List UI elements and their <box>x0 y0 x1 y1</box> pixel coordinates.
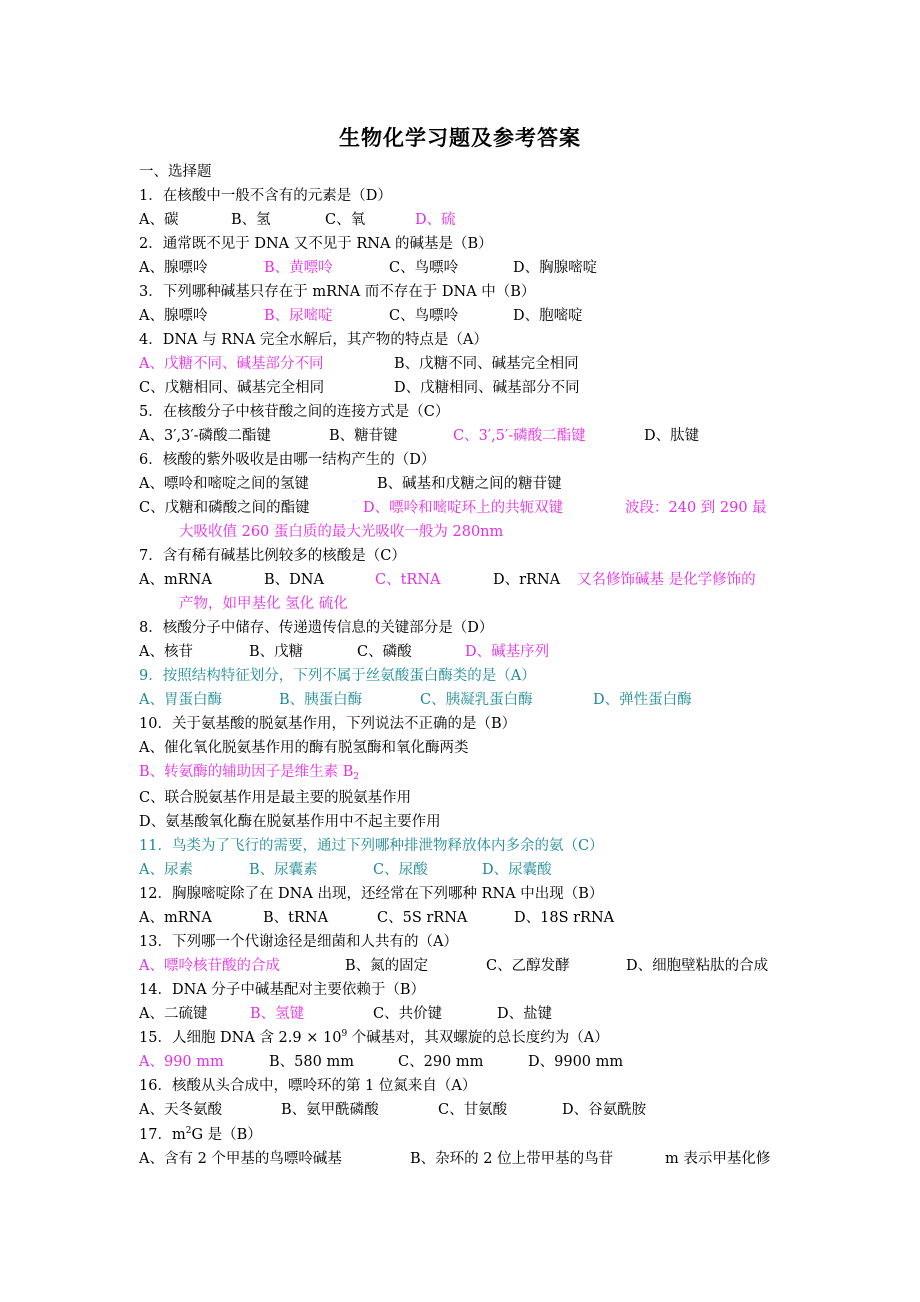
q17-stem-superscript: 2 <box>185 1126 192 1136</box>
question-7-options <box>139 568 809 592</box>
question-16-stem: 16．核酸从头合成中，嘌呤环的第 1 位氮来自（A） <box>139 1078 477 1094</box>
q7-option-a: A、mRNA <box>139 572 212 588</box>
q6-note-line2 <box>179 520 849 544</box>
q3-option-b-answer: B、尿嘧啶 <box>264 308 333 324</box>
q16-option-a: A、天冬氨酸 <box>139 1102 222 1118</box>
q1-option-a: A、碳 <box>139 212 179 228</box>
q13-option-a-answer: A、嘌呤核苷酸的合成 <box>139 958 280 974</box>
q6-note-line1: 波段：240 到 290 最 <box>625 500 767 516</box>
question-1-options <box>139 208 809 232</box>
q10-option-a: A、催化氧化脱氨基作用的酶有脱氢酶和氧化酶两类 <box>139 740 469 756</box>
question-14-options <box>139 1002 809 1026</box>
question-2-options <box>139 256 809 280</box>
q7-option-b: B、DNA <box>264 572 324 588</box>
question-11-options <box>139 858 809 882</box>
q3-option-c: C、鸟嘌呤 <box>389 308 459 324</box>
q7-note-line2 <box>179 592 849 616</box>
question-15-stem <box>139 1026 809 1050</box>
question-7-stem: 7．含有稀有碱基比例较多的核酸是（C） <box>139 548 406 564</box>
q5-option-d: D、肽键 <box>644 428 700 444</box>
question-8-stem: 8．核酸分子中储存、传递遗传信息的关键部分是（D） <box>139 620 494 636</box>
question-6-options-ab <box>139 472 809 496</box>
q12-option-c: C、5S rRNA <box>377 910 468 926</box>
q10-option-b-text: B、转氨酶的辅助因子是维生素 B <box>139 764 354 780</box>
q7-option-c-answer: C、tRNA <box>375 572 441 588</box>
question-5-stem: 5．在核酸分子中核苷酸之间的连接方式是（C） <box>139 404 450 420</box>
question-14-stem: 14．DNA 分子中碱基配对主要依赖于（B） <box>139 982 425 998</box>
q13-option-d: D、细胞壁粘肽的合成 <box>626 958 769 974</box>
q7-option-d: D、rRNA <box>493 572 561 588</box>
q10-option-d: D、氨基酸氧化酶在脱氨基作用中不起主要作用 <box>139 814 441 830</box>
question-6-options-cd <box>139 496 809 520</box>
q1-option-b: B、氢 <box>231 212 271 228</box>
q11-option-c: C、尿酸 <box>373 862 428 878</box>
question-4-options-cd <box>139 376 809 400</box>
q2-option-d: D、胸腺嘧啶 <box>513 260 598 276</box>
q17-stem-post: G 是（B） <box>191 1127 262 1143</box>
q16-option-c: C、甘氨酸 <box>438 1102 508 1118</box>
q15-option-d: D、9900 mm <box>528 1054 624 1070</box>
q6-option-c: C、戊糖和磷酸之间的酯键 <box>139 500 310 516</box>
q4-option-b: B、戊糖不同、碱基完全相同 <box>394 356 579 372</box>
q17-option-b: B、杂环的 2 位上带甲基的鸟苷 <box>410 1151 614 1167</box>
q2-option-c: C、鸟嘌呤 <box>389 260 459 276</box>
question-4-options-ab <box>139 352 809 376</box>
q1-option-d-answer: D、硫 <box>415 212 456 228</box>
q4-option-d: D、戊糖相同、碱基部分不同 <box>394 380 580 396</box>
q15-stem-exponent: 9 <box>341 1029 348 1039</box>
q16-option-d: D、谷氨酰胺 <box>562 1102 647 1118</box>
question-3-stem: 3．下列哪种碱基只存在于 mRNA 而不存在于 DNA 中（B） <box>139 284 536 300</box>
question-4-stem: 4．DNA 与 RNA 完全水解后，其产物的特点是（A） <box>139 332 488 348</box>
q8-option-a: A、核苷 <box>139 644 193 660</box>
q13-option-c: C、乙醇发酵 <box>486 958 570 974</box>
q6-option-d-answer: D、嘌呤和嘧啶环上的共轭双键 <box>363 500 564 516</box>
question-12-options <box>139 906 809 930</box>
q5-option-b: B、糖苷键 <box>329 428 398 444</box>
q17-option-a: A、含有 2 个甲基的鸟嘌呤碱基 <box>139 1151 342 1167</box>
q2-option-b-answer: B、黄嘌呤 <box>264 260 333 276</box>
q14-option-d: D、盐键 <box>497 1006 553 1022</box>
q10-option-c: C、联合脱氨基作用是最主要的脱氨基作用 <box>139 790 412 806</box>
question-11-stem: 11．鸟类为了飞行的需要，通过下列哪种排泄物释放体内多余的氨（C） <box>139 838 604 854</box>
q9-option-d: D、弹性蛋白酶 <box>593 692 692 708</box>
q12-option-a: A、mRNA <box>139 910 212 926</box>
q15-stem-post: 个碱基对，其双螺旋的总长度约为（A） <box>347 1030 609 1046</box>
q6-option-b: B、碱基和戊糖之间的糖苷键 <box>377 476 562 492</box>
q17-note: m 表示甲基化修 <box>665 1151 771 1167</box>
q11-option-b: B、尿囊素 <box>249 862 318 878</box>
q1-option-c: C、氧 <box>325 212 366 228</box>
q8-option-b: B、戊糖 <box>249 644 304 660</box>
question-17-options <box>139 1147 809 1171</box>
q15-option-a-answer: A、990 mm <box>139 1054 224 1070</box>
q12-option-b: B、tRNA <box>263 910 329 926</box>
q15-stem-pre: 15．人细胞 DNA 含 2.9 × 10 <box>139 1030 342 1046</box>
q6-option-a: A、嘌呤和嘧啶之间的氢键 <box>139 476 309 492</box>
q8-option-d-answer: D、碱基序列 <box>465 644 550 660</box>
q16-option-b: B、氨甲酰磷酸 <box>281 1102 379 1118</box>
q6-note-line2-text: 大吸收值 260 蛋白质的最大光吸收一般为 280nm <box>179 524 504 540</box>
question-3-options <box>139 304 809 328</box>
q3-option-a: A、腺嘌呤 <box>139 308 208 324</box>
q15-option-b: B、580 mm <box>269 1054 354 1070</box>
q4-option-c: C、戊糖相同、碱基完全相同 <box>139 380 325 396</box>
q5-option-a: A、3′,3′-磷酸二酯键 <box>139 428 272 444</box>
question-12-stem: 12．胸腺嘧啶除了在 DNA 出现，还经常在下列哪种 RNA 中出现（B） <box>139 886 604 902</box>
question-5-options <box>139 424 809 448</box>
question-9-stem: 9．按照结构特征划分，下列不属于丝氨酸蛋白酶类的是（A） <box>139 668 536 684</box>
question-13-stem: 13．下列哪一个代谢途径是细菌和人共有的（A） <box>139 934 458 950</box>
section-heading: 一、选择题 <box>139 164 212 180</box>
q10-option-b-answer <box>139 760 809 784</box>
q14-option-b-answer: B、氢键 <box>250 1006 305 1022</box>
q11-option-d: D、尿囊酸 <box>482 862 552 878</box>
q12-option-d: D、18S rRNA <box>514 910 615 926</box>
q13-option-b: B、氮的固定 <box>345 958 429 974</box>
q14-option-a: A、二硫键 <box>139 1006 208 1022</box>
question-15-options <box>139 1050 809 1074</box>
q10-option-b-subscript: 2 <box>353 772 360 782</box>
question-17-stem <box>139 1123 809 1147</box>
q9-option-a: A、胃蛋白酶 <box>139 692 222 708</box>
q15-option-c: C、290 mm <box>398 1054 484 1070</box>
question-6-stem: 6．核酸的紫外吸收是由哪一结构产生的（D） <box>139 452 436 468</box>
question-2-stem: 2．通常既不见于 DNA 又不见于 RNA 的碱基是（B） <box>139 236 493 252</box>
q17-stem-pre: 17．m <box>139 1127 186 1143</box>
q4-option-a-answer: A、戊糖不同、碱基部分不同 <box>139 356 324 372</box>
q11-option-a: A、尿素 <box>139 862 193 878</box>
question-8-options <box>139 640 809 664</box>
q5-option-c-answer: C、3′,5′-磷酸二酯键 <box>453 428 586 444</box>
question-9-options <box>139 688 809 712</box>
q9-option-b: B、胰蛋白酶 <box>279 692 363 708</box>
q7-note-line1: 又名修饰碱基 是化学修饰的 <box>577 572 756 588</box>
q7-note-line2-text: 产物，如甲基化 氢化 硫化 <box>179 596 348 612</box>
question-10-stem: 10．关于氨基酸的脱氨基作用，下列说法不正确的是（B） <box>139 716 517 732</box>
q3-option-d: D、胞嘧啶 <box>513 308 583 324</box>
question-1-stem: 1．在核酸中一般不含有的元素是（D） <box>139 188 392 204</box>
q14-option-c: C、共价键 <box>373 1006 443 1022</box>
q2-option-a: A、腺嘌呤 <box>139 260 208 276</box>
q8-option-c: C、磷酸 <box>357 644 412 660</box>
page-title: 生物化学习题及参考答案 <box>339 125 581 150</box>
question-13-options <box>139 954 809 978</box>
question-16-options <box>139 1098 809 1122</box>
q9-option-c: C、胰凝乳蛋白酶 <box>420 692 533 708</box>
